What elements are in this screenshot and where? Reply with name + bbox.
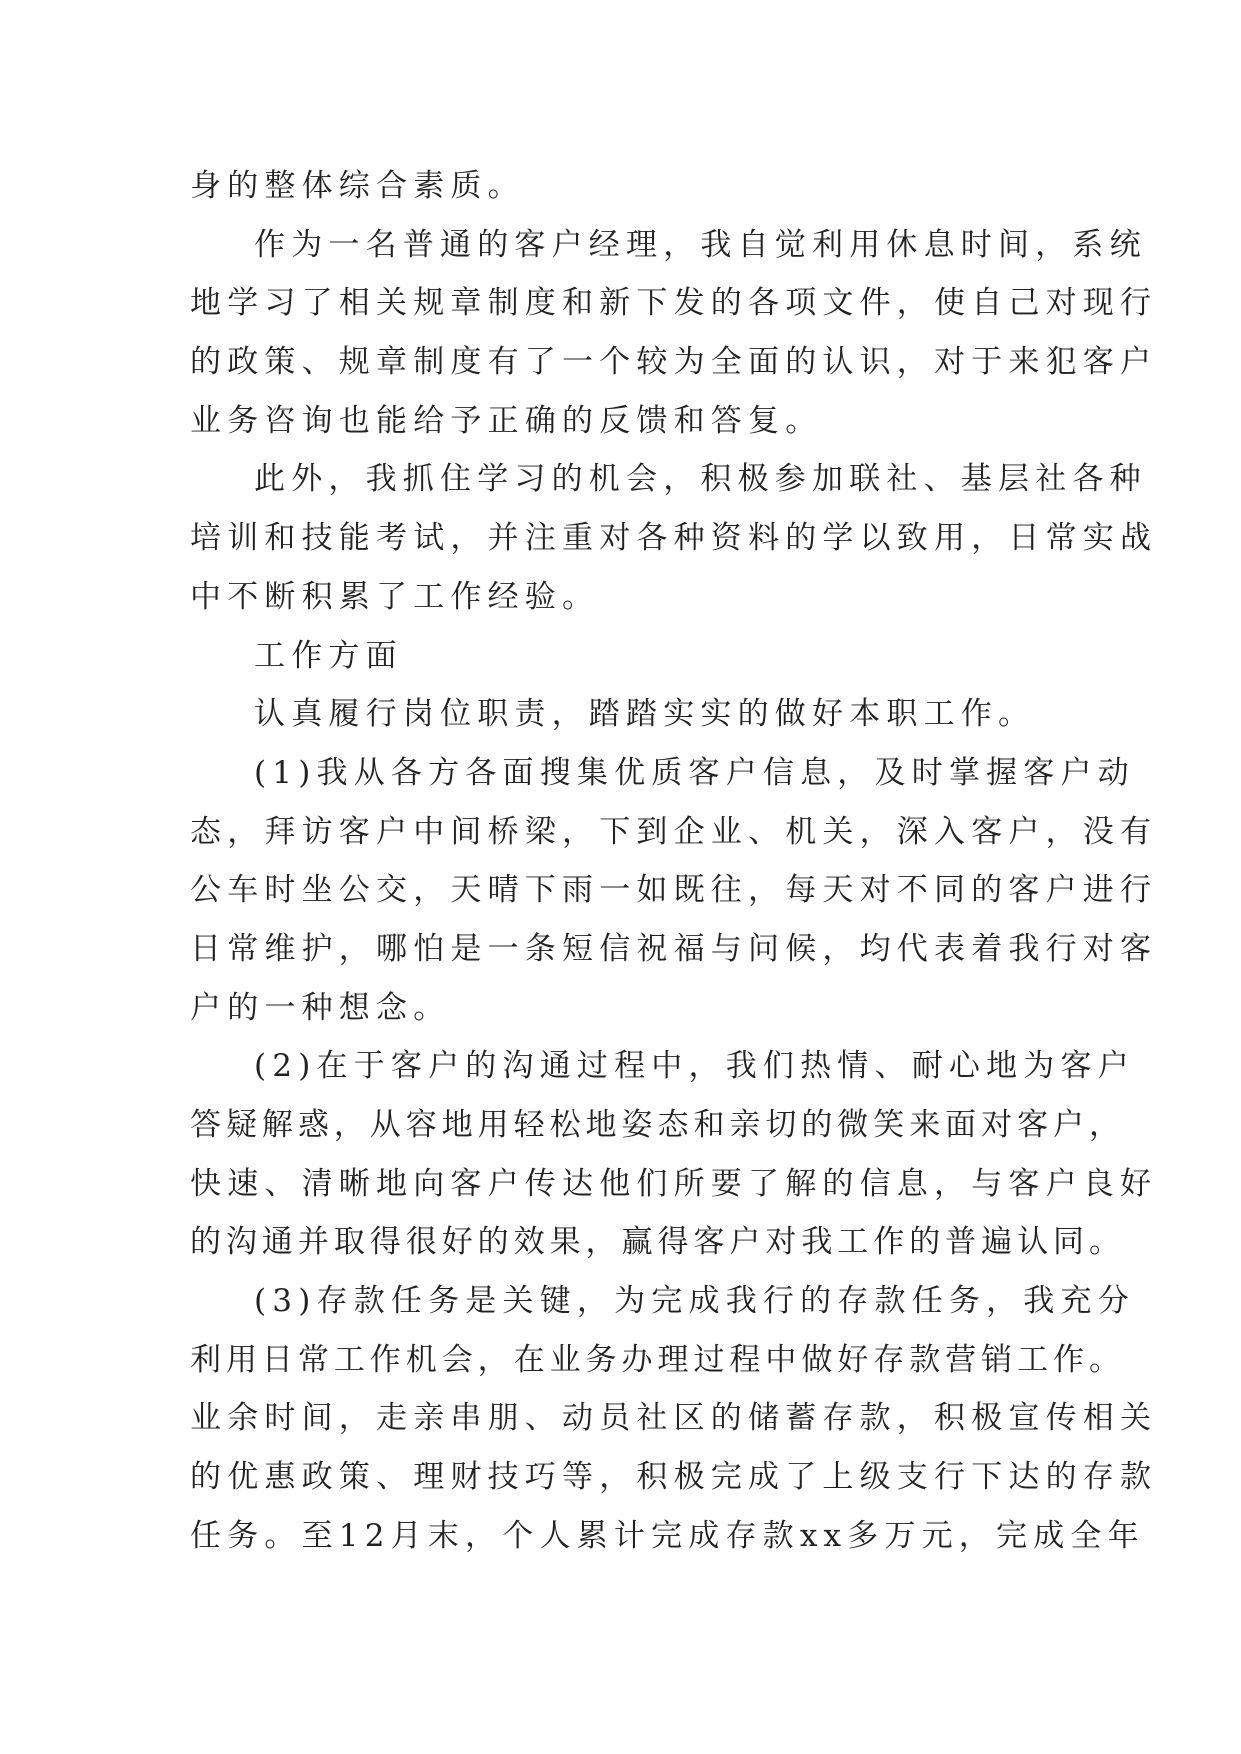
- text-line: 培训和技能考试，并注重对各种资料的学以致用，日常实战: [190, 520, 1158, 557]
- text-line: 态，拜访客户中间桥梁，下到企业、机关，深入客户，没有: [190, 813, 1158, 850]
- text-line: 任务。至12月末，个人累计完成存款xx多万元，完成全年: [190, 1517, 1145, 1554]
- text-line: 的政策、规章制度有了一个较为全面的认识，对于来犯客户: [190, 344, 1158, 381]
- text-line: 户的一种想念。: [190, 989, 451, 1026]
- text-line: 地学习了相关规章制度和新下发的各项文件，使自己对现行: [190, 285, 1158, 322]
- text-line: 的沟通并取得很好的效果，赢得客户对我工作的普遍认同。: [190, 1224, 1125, 1261]
- text-line: 日常维护，哪怕是一条短信祝福与问候，均代表着我行对客: [190, 930, 1158, 967]
- text-line: 业余时间，走亲串朋、动员社区的储蓄存款，积极宣传相关: [190, 1400, 1158, 1437]
- list-item-first-line: (1)我从各方各面搜集优质客户信息，及时掌握客户动: [254, 754, 1135, 791]
- paragraph-first-line: 认真履行岗位职责，踏踏实实的做好本职工作。: [254, 696, 1036, 733]
- text-line: 身的整体综合素质。: [190, 168, 525, 204]
- list-item-first-line: (2)在于客户的沟通过程中，我们热情、耐心地为客户: [254, 1048, 1135, 1085]
- text-line: 快速、清晰地向客户传达他们所要了解的信息，与客户良好: [190, 1165, 1158, 1202]
- text-line: 的优惠政策、理财技巧等，积极完成了上级支行下达的存款: [190, 1459, 1158, 1496]
- list-item-first-line: (3)存款任务是关键，为完成我行的存款任务，我充分: [254, 1283, 1135, 1320]
- document-body: [190, 157, 1158, 1566]
- text-line: 利用日常工作机会，在业务办理过程中做好存款营销工作。: [190, 1341, 1125, 1378]
- section-heading: 工作方面: [254, 637, 403, 674]
- paragraph-first-line: 作为一名普通的客户经理，我自觉利用休息时间，系统: [254, 226, 1147, 263]
- text-line: 答疑解惑，从容地用轻松地姿态和亲切的微笑来面对客户，: [190, 1107, 1125, 1143]
- text-line: 公车时坐公交，天晴下雨一如既往，每天对不同的客户进行: [190, 872, 1158, 909]
- text-line: 业务咨询也能给予正确的反馈和答复。: [190, 402, 823, 439]
- text-line: 中不断积累了工作经验。: [190, 578, 600, 615]
- paragraph-first-line: 此外，我抓住学习的机会，积极参加联社、基层社各种: [254, 461, 1147, 498]
